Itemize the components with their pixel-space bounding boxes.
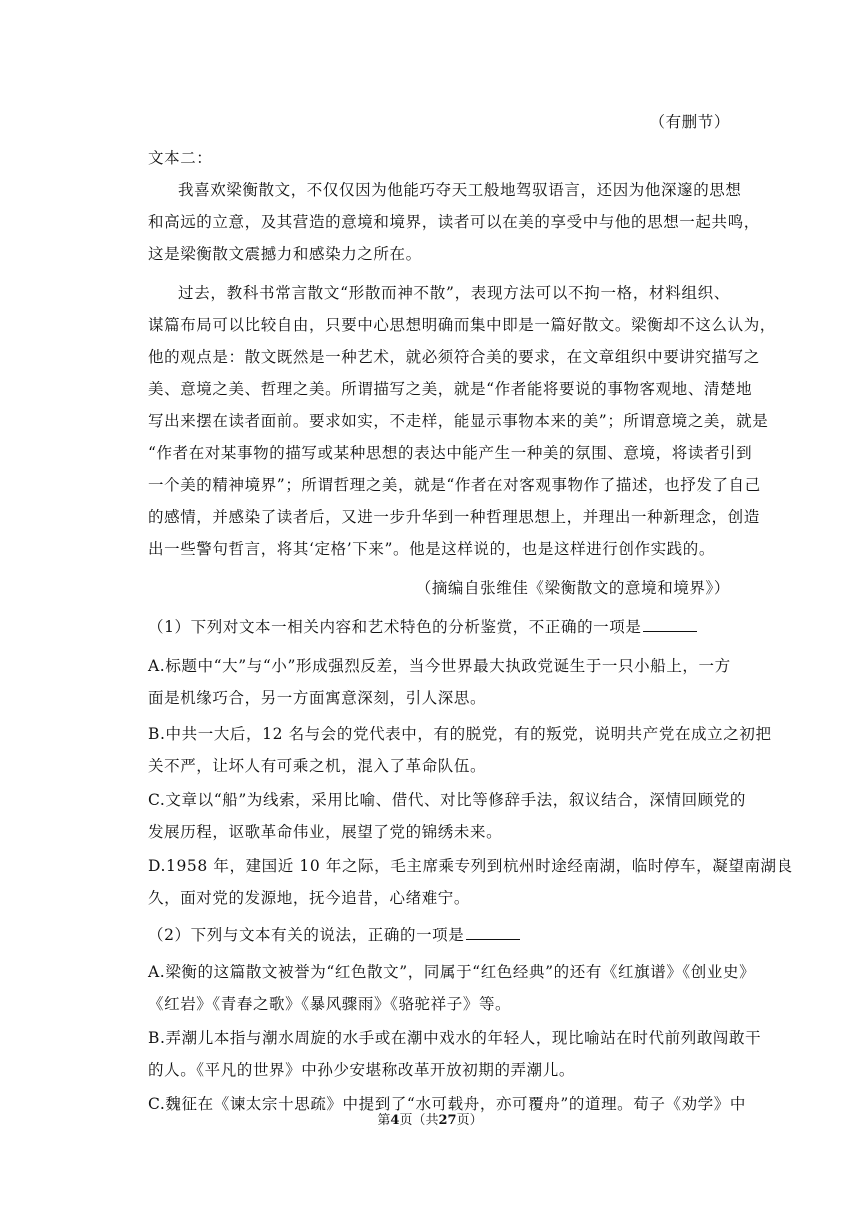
q2-option-a: A.梁衡的这篇散文被誉为“红色散文”，同属于“红色经典”的还有《红旗谱》《创业史》 — [148, 963, 756, 981]
q1-option-a: A.标题中“大”与“小”形成强烈反差，当今世界最大执政党诞生于一只小船上，一方 — [148, 657, 731, 675]
para1-line: 我喜欢梁衡散文，不仅仅因为他能巧夺天工般地驾驭语言，还因为他深邃的思想 — [178, 181, 742, 199]
para1-line: 和高远的立意，及其营造的意境和境界，读者可以在美的享受中与他的思想一起共鸣， — [148, 213, 760, 231]
question2-stem — [148, 925, 730, 945]
para2-line: 美、意境之美、哲理之美。所谓描写之美，就是“作者能将要说的事物客观地、清楚地 — [148, 380, 753, 398]
para2-line: 写出来摆在读者面前。要求如实，不走样，能显示事物本来的美”；所谓意境之美，就是 — [148, 412, 769, 430]
q1-option-b: 关不严，让坏人有可乘之机，混入了革命队伍。 — [148, 757, 487, 775]
question1-stem — [148, 617, 730, 637]
page-number: 4 — [390, 1113, 400, 1128]
para2-line: 他的观点是：散文既然是一种艺术，就必须符合美的要求，在文章组织中要讲究描写之 — [148, 348, 760, 366]
q1-option-c: 发展历程，讴歌革命伟业，展望了党的锦绣未来。 — [148, 823, 503, 841]
source-citation: （摘编自张维佳《梁衡散文的意境和境界》） — [415, 579, 730, 597]
question2-text: （2）下列与文本有关的说法，正确的一项是 — [148, 926, 465, 944]
para1-line: 这是梁衡散文震撼力和感染力之所在。 — [148, 245, 422, 263]
total-pages: 27 — [438, 1113, 457, 1128]
q1-option-a: 面是机缘巧合，另一方面寓意深刻，引人深思。 — [148, 689, 487, 707]
deletion-note: （有删节） — [649, 113, 730, 131]
para2-line: 谋篇布局可以比较自由，只要中心思想明确而集中即是一篇好散文。梁衡却不这么认为， — [148, 316, 776, 334]
q1-option-d: D.1958 年，建国近 10 年之际，毛主席乘专列到杭州时途经南湖，临时停车，凝望南湖良 — [148, 857, 793, 875]
footer-prefix: 第 — [377, 1113, 391, 1128]
q2-option-b: 的人。《平凡的世界》中孙少安堪称改革开放初期的弄潮儿。 — [148, 1061, 575, 1079]
para2-line: “作者在对某事物的描写或某种思想的表达中能产生一种美的氛围、意境，将读者引到 — [148, 444, 753, 462]
q2-option-a: 《红岩》《青春之歌》《暴风骤雨》《骆驼祥子》等。 — [148, 995, 512, 1013]
page-footer — [0, 1112, 860, 1130]
question1-text: （1）下列对文本一相关内容和艺术特色的分析鉴赏，不正确的一项是 — [148, 618, 642, 636]
answer-blank[interactable] — [643, 617, 697, 632]
q2-option-c: C.魏征在《谏太宗十思疏》中提到了“水可载舟，亦可覆舟”的道理。荀子《劝学》中 — [148, 1095, 746, 1113]
para2-line: 一个美的精神境界”；所谓哲理之美，就是“作者在对客观事物作了描述，也抒发了自己 — [148, 476, 761, 494]
q1-option-d: 久，面对党的发源地，抚今追昔，心绪难宁。 — [148, 889, 471, 907]
para2-line: 的感情，并感染了读者后，又进一步升华到一种哲理思想上，并理出一种新理念，创造 — [148, 508, 760, 526]
footer-middle: 页（共 — [399, 1113, 439, 1128]
para2-line: 出一些警句哲言，将其‘定格’下来”。他是这样说的，也是这样进行创作实践的。 — [148, 540, 715, 558]
q2-option-b: B.弄潮儿本指与潮水周旋的水手或在潮中戏水的年轻人，现比喻站在时代前列敢闯敢干 — [148, 1029, 762, 1047]
footer-suffix: 页） — [456, 1113, 483, 1128]
answer-blank[interactable] — [466, 925, 520, 940]
q1-option-c: C.文章以“船”为线索，采用比喻、借代、对比等修辞手法，叙议结合，深情回顾党的 — [148, 791, 746, 809]
para2-line: 过去，教科书常言散文“形散而神不散”，表现方法可以不拘一格，材料组织、 — [178, 284, 730, 302]
q1-option-b: B.中共一大后，12 名与会的党代表中，有的脱党，有的叛党，说明共产党在成立之初把 — [148, 725, 772, 743]
text2-heading: 文本二： — [148, 149, 213, 167]
